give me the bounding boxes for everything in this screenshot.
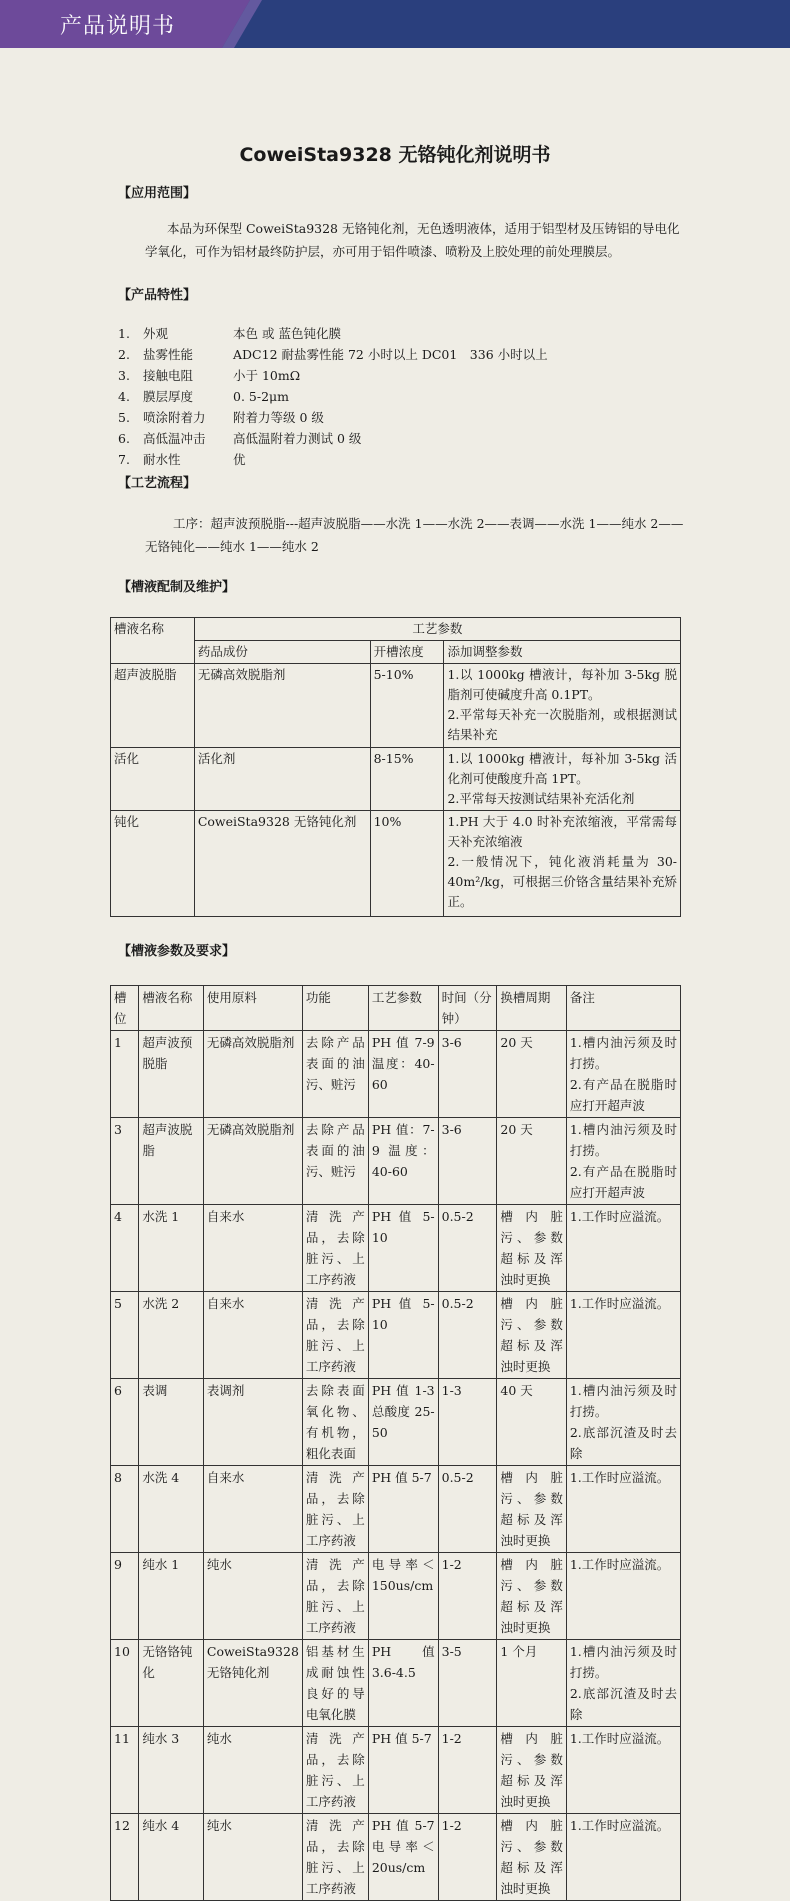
cell-tank: 活化 xyxy=(111,748,195,811)
adjust-line: 2.平常每天补充一次脱脂剂，或根据测试结果补充 xyxy=(447,707,677,742)
cell-name: 超声波脱脂 xyxy=(139,1118,204,1205)
section-heading-bath-params: 【槽液参数及要求】 xyxy=(118,944,236,959)
table-row xyxy=(111,1466,681,1553)
cell-function: 去除产品表面的油污、赃污 xyxy=(302,1031,368,1118)
bath-params-table xyxy=(110,985,681,1901)
adjust-line: 2.平常每天按测试结果补充活化剂 xyxy=(447,791,635,806)
feature-item: 2. 盐雾性能 ADC12 耐盐雾性能 72 小时以上 DC01 336 小时以上 xyxy=(118,347,548,362)
header-tank-name: 槽液名称 xyxy=(111,618,195,664)
cell-param: 电导率＜150us/cm xyxy=(368,1553,438,1640)
cell-material: 自来水 xyxy=(203,1205,302,1292)
cell-cycle: 槽内脏污、参数超标及浑浊时更换 xyxy=(497,1553,566,1640)
header-note: 备注 xyxy=(566,986,680,1031)
header-param: 工艺参数 xyxy=(368,986,438,1031)
note-line: 1.槽内油污须及时打捞。 xyxy=(569,1035,677,1071)
header-banner xyxy=(0,0,790,48)
header-concentration: 开槽浓度 xyxy=(370,641,444,664)
table-row xyxy=(111,1379,681,1466)
cell-tank: 超声波脱脂 xyxy=(111,664,195,748)
cell-material: 纯水 xyxy=(203,1814,302,1901)
cell-note xyxy=(566,1379,680,1466)
note-line: 1.工作时应溢流。 xyxy=(569,1731,670,1746)
cell-name: 水洗 2 xyxy=(139,1292,204,1379)
note-line: 2.底部沉渣及时去除 xyxy=(569,1686,677,1722)
cell-adjust xyxy=(444,748,681,811)
cell-param: PH 值 5-7 xyxy=(368,1727,438,1814)
cell-note xyxy=(566,1553,680,1640)
cell-adjust xyxy=(444,664,681,748)
header-cycle: 换槽周期 xyxy=(497,986,566,1031)
table-row xyxy=(111,1292,681,1379)
cell-concentration: 8-15% xyxy=(370,748,444,811)
note-line: 2.有产品在脱脂时应打开超声波 xyxy=(569,1077,677,1113)
note-line: 2.底部沉渣及时去除 xyxy=(569,1425,677,1461)
cell-note xyxy=(566,1292,680,1379)
cell-param: PH 值 5-7 电导率＜20us/cm xyxy=(368,1814,438,1901)
cell-cycle: 40 天 xyxy=(497,1379,566,1466)
cell-param: PH 值 5-10 xyxy=(368,1205,438,1292)
cell-pos: 6 xyxy=(111,1379,139,1466)
cell-time: 3-6 xyxy=(438,1031,497,1118)
feature-item: 6. 高低温冲击 高低温附着力测试 0 级 xyxy=(118,431,362,446)
cell-time: 1-2 xyxy=(438,1727,497,1814)
cell-function: 清洗产品，去除脏污、上工序药液 xyxy=(302,1466,368,1553)
cell-pos: 5 xyxy=(111,1292,139,1379)
section-heading-application: 【应用范围】 xyxy=(118,186,197,201)
cell-pos: 11 xyxy=(111,1727,139,1814)
note-line: 1.工作时应溢流。 xyxy=(569,1470,670,1485)
table-row xyxy=(111,1118,681,1205)
table-row xyxy=(111,1553,681,1640)
cell-function: 清洗产品，去除脏污、上工序药液 xyxy=(302,1553,368,1640)
cell-note xyxy=(566,1118,680,1205)
section-heading-bath-prep: 【槽液配制及维护】 xyxy=(118,580,236,595)
cell-time: 0.5-2 xyxy=(438,1292,497,1379)
adjust-line: 1.以 1000kg 槽液计，每补加 3-5kg 活化剂可使酸度升高 1PT。 xyxy=(447,751,677,786)
cell-name: 无铬铬钝化 xyxy=(139,1640,204,1727)
cell-name: 水洗 1 xyxy=(139,1205,204,1292)
cell-function: 清洗产品，去除脏污、上工序药液 xyxy=(302,1727,368,1814)
table-row xyxy=(111,1205,681,1292)
cell-param: PH 值 7-9 温度：40-60 xyxy=(368,1031,438,1118)
cell-chemical: 无磷高效脱脂剂 xyxy=(194,664,370,748)
section-heading-process: 【工艺流程】 xyxy=(118,476,197,491)
features-list xyxy=(118,323,548,470)
section-heading-features: 【产品特性】 xyxy=(118,288,197,303)
table-row xyxy=(111,664,681,748)
cell-note xyxy=(566,1727,680,1814)
header-params: 工艺参数 xyxy=(194,618,680,641)
header-time: 时间（分钟） xyxy=(438,986,497,1031)
cell-param: PH 值：7-9 温度：40-60 xyxy=(368,1118,438,1205)
cell-cycle: 槽内脏污、参数超标及浑浊时更换 xyxy=(497,1292,566,1379)
cell-cycle: 1 个月 xyxy=(497,1640,566,1727)
cell-adjust xyxy=(444,811,681,917)
note-line: 1.槽内油污须及时打捞。 xyxy=(569,1644,677,1680)
feature-item: 4. 膜层厚度 0. 5-2μm xyxy=(118,389,290,404)
bath-prep-table xyxy=(110,617,681,917)
cell-concentration: 10% xyxy=(370,811,444,917)
cell-cycle: 槽内脏污、参数超标及浑浊时更换 xyxy=(497,1727,566,1814)
cell-name: 纯水 3 xyxy=(139,1727,204,1814)
cell-material: CoweiSta9328 无铬钝化剂 xyxy=(203,1640,302,1727)
cell-pos: 8 xyxy=(111,1466,139,1553)
cell-name: 纯水 4 xyxy=(139,1814,204,1901)
cell-material: 纯水 xyxy=(203,1553,302,1640)
process-text: 工序：超声波预脱脂---超声波脱脂——水洗 1——水洗 2——表调——水洗 1——纯水 2——无铬钝化——纯水 1——纯水 2 xyxy=(145,516,684,554)
cell-time: 3-5 xyxy=(438,1640,497,1727)
application-text: 本品为环保型 CoweiSta9328 无铬钝化剂，无色透明液体，适用于铝型材及压铸铝的导电化学氧化，可作为铝材最终防护层，亦可用于铝件喷漆、喷粉及上胶处理的前处理膜层。 xyxy=(145,221,680,259)
cell-time: 0.5-2 xyxy=(438,1205,497,1292)
cell-chemical: CoweiSta9328 无铬钝化剂 xyxy=(194,811,370,917)
cell-time: 1-2 xyxy=(438,1553,497,1640)
feature-item: 7. 耐水性 优 xyxy=(118,452,246,467)
note-line: 1.槽内油污须及时打捞。 xyxy=(569,1122,677,1158)
cell-cycle: 槽内脏污、参数超标及浑浊时更换 xyxy=(497,1205,566,1292)
cell-note xyxy=(566,1205,680,1292)
cell-note xyxy=(566,1466,680,1553)
cell-param: PH 值 5-7 xyxy=(368,1466,438,1553)
cell-function: 去除产品表面的油污、赃污 xyxy=(302,1118,368,1205)
banner-title: 产品说明书 xyxy=(60,14,176,39)
cell-pos: 10 xyxy=(111,1640,139,1727)
adjust-line: 1.以 1000kg 槽液计，每补加 3-5kg 脱脂剂可使碱度升高 0.1PT。 xyxy=(447,667,677,702)
header-pos: 槽位 xyxy=(111,986,139,1031)
adjust-line: 2.一般情况下，钝化液消耗量为 30-40m²/kg，可根据三价铬含量结果补充矫正。 xyxy=(447,854,677,909)
table-header-row xyxy=(111,618,681,641)
table-row xyxy=(111,1031,681,1118)
note-line: 1.工作时应溢流。 xyxy=(569,1818,670,1833)
cell-pos: 1 xyxy=(111,1031,139,1118)
note-line: 1.工作时应溢流。 xyxy=(569,1557,670,1572)
cell-cycle: 20 天 xyxy=(497,1031,566,1118)
document-title: CoweiSta9328 无铬钝化剂说明书 xyxy=(239,144,551,166)
table-row xyxy=(111,1640,681,1727)
table-header-row xyxy=(111,641,681,664)
cell-param: PH 值 3.6-4.5 xyxy=(368,1640,438,1727)
header-material: 使用原料 xyxy=(203,986,302,1031)
table-row xyxy=(111,1727,681,1814)
cell-pos: 12 xyxy=(111,1814,139,1901)
cell-cycle: 20 天 xyxy=(497,1118,566,1205)
cell-time: 0.5-2 xyxy=(438,1466,497,1553)
cell-cycle: 槽内脏污、参数超标及浑浊时更换 xyxy=(497,1466,566,1553)
cell-name: 水洗 4 xyxy=(139,1466,204,1553)
cell-concentration: 5-10% xyxy=(370,664,444,748)
params-table-body xyxy=(111,1031,681,1901)
cell-function: 铝基材生成耐蚀性良好的导电氧化膜 xyxy=(302,1640,368,1727)
cell-material: 表调剂 xyxy=(203,1379,302,1466)
cell-note xyxy=(566,1814,680,1901)
cell-name: 纯水 1 xyxy=(139,1553,204,1640)
feature-item: 1. 外观 本色 或 蓝色钝化膜 xyxy=(118,326,341,341)
cell-material: 纯水 xyxy=(203,1727,302,1814)
cell-cycle: 槽内脏污、参数超标及浑浊时更换 xyxy=(497,1814,566,1901)
cell-pos: 4 xyxy=(111,1205,139,1292)
adjust-line: 1.PH 大于 4.0 时补充浓缩液，平常需每天补充浓缩液 xyxy=(447,814,677,849)
cell-material: 无磷高效脱脂剂 xyxy=(203,1118,302,1205)
cell-name: 超声波预脱脂 xyxy=(139,1031,204,1118)
cell-function: 清洗产品，去除脏污、上工序药液 xyxy=(302,1814,368,1901)
cell-time: 1-2 xyxy=(438,1814,497,1901)
cell-material: 无磷高效脱脂剂 xyxy=(203,1031,302,1118)
cell-note xyxy=(566,1640,680,1727)
cell-param: PH 值 1-3 总酸度 25-50 xyxy=(368,1379,438,1466)
cell-function: 去除表面氧化物、有机物，粗化表面 xyxy=(302,1379,368,1466)
cell-pos: 9 xyxy=(111,1553,139,1640)
note-line: 1.工作时应溢流。 xyxy=(569,1296,670,1311)
cell-chemical: 活化剂 xyxy=(194,748,370,811)
header-adjust: 添加调整参数 xyxy=(444,641,681,664)
cell-param: PH 值 5-10 xyxy=(368,1292,438,1379)
cell-function: 清洗产品，去除脏污、上工序药液 xyxy=(302,1205,368,1292)
cell-tank: 钝化 xyxy=(111,811,195,917)
cell-material: 自来水 xyxy=(203,1292,302,1379)
table-row xyxy=(111,748,681,811)
note-line: 1.槽内油污须及时打捞。 xyxy=(569,1383,677,1419)
header-name: 槽液名称 xyxy=(139,986,204,1031)
cell-pos: 3 xyxy=(111,1118,139,1205)
cell-name: 表调 xyxy=(139,1379,204,1466)
feature-item: 5. 喷涂附着力 附着力等级 0 级 xyxy=(118,410,324,425)
header-function: 功能 xyxy=(302,986,368,1031)
note-line: 2.有产品在脱脂时应打开超声波 xyxy=(569,1164,677,1200)
note-line: 1.工作时应溢流。 xyxy=(569,1209,670,1224)
header-chemical: 药品成份 xyxy=(194,641,370,664)
table-header-row xyxy=(111,986,681,1031)
cell-time: 1-3 xyxy=(438,1379,497,1466)
cell-time: 3-6 xyxy=(438,1118,497,1205)
table-row xyxy=(111,1814,681,1901)
cell-note xyxy=(566,1031,680,1118)
feature-item: 3. 接触电阻 小于 10mΩ xyxy=(118,368,301,383)
cell-material: 自来水 xyxy=(203,1466,302,1553)
cell-function: 清洗产品，去除脏污、上工序药液 xyxy=(302,1292,368,1379)
table-row xyxy=(111,811,681,917)
